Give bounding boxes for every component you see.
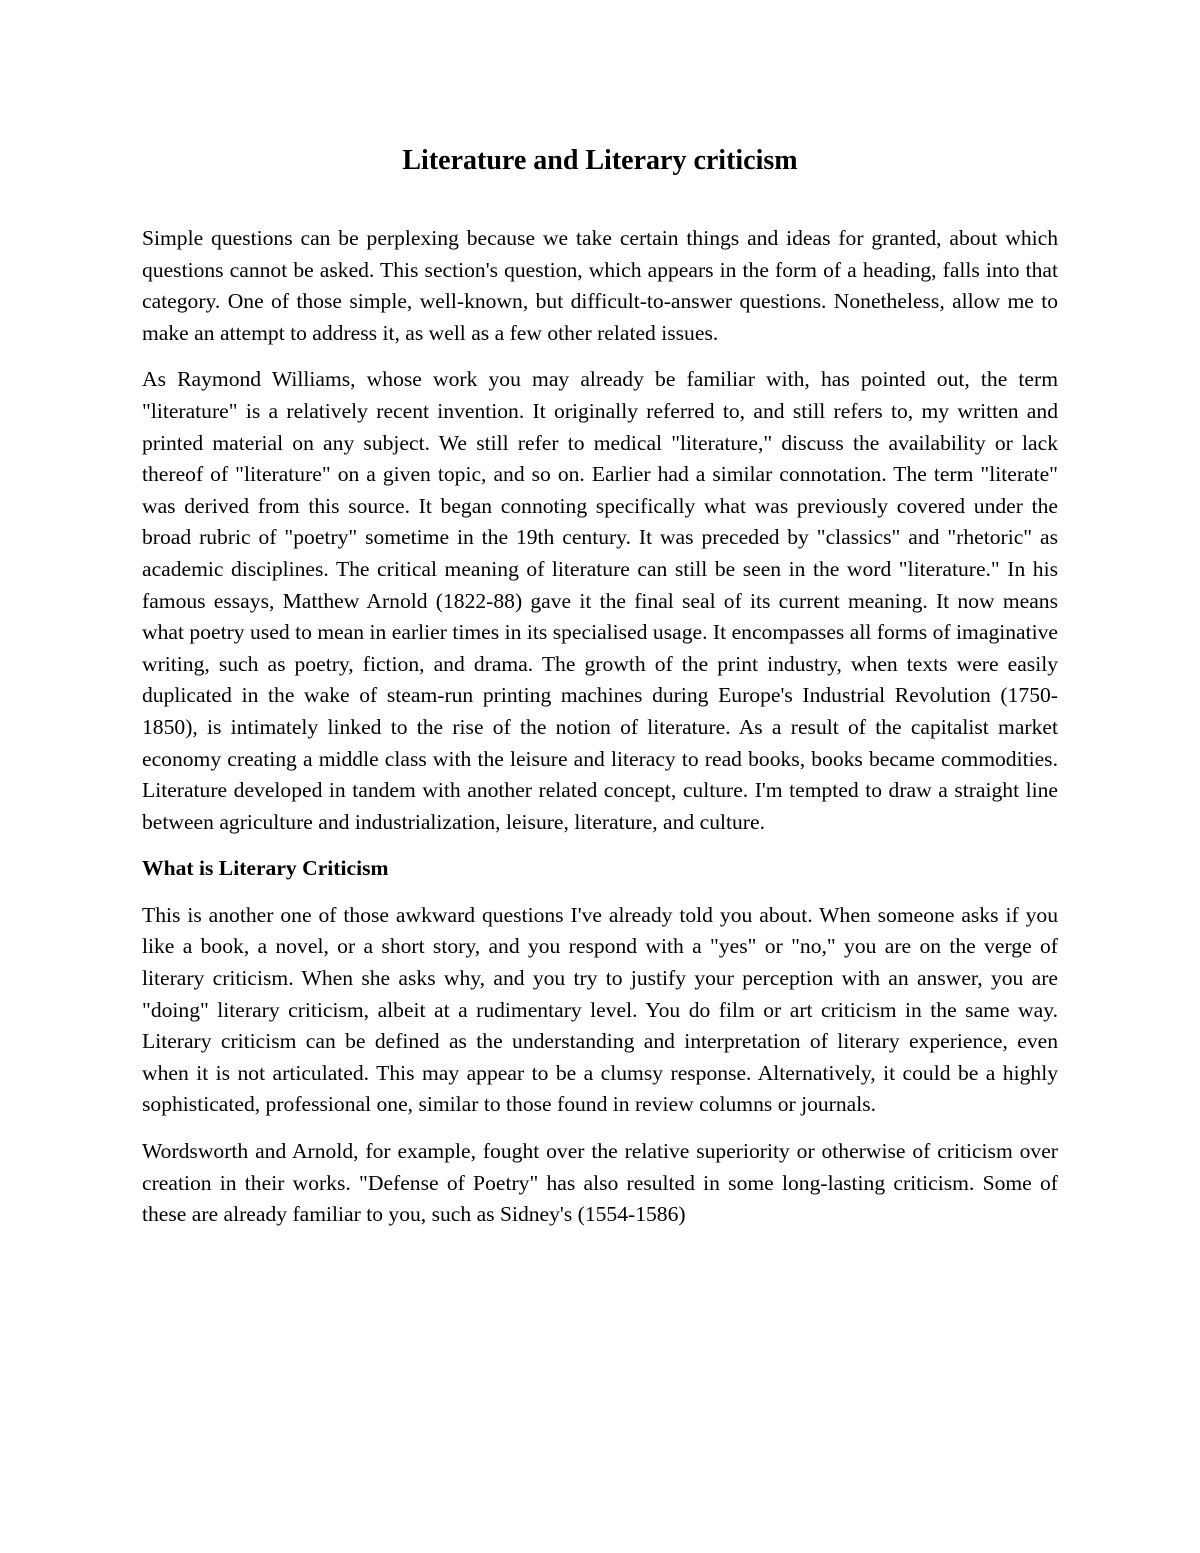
paragraph-intro: Simple questions can be perplexing because we take certain things and ideas for granted, about which questions cannot be asked. This section's question, which appears in the form of a heading, falls into that category. One of those simple, well-known, but difficult-to-answer questions. Nonetheless, allow me to make an attempt to address it, as well as a few other related issues.	[142, 226, 1058, 345]
paragraph-williams: As Raymond Williams, whose work you may already be familiar with, has pointed out, the term "literature" is a relatively recent invention. It originally referred to, and still refers to, my written and printed material on any subject. We still refer to medical "literature," discuss the availability or lack thereof of "literature" on a given topic, and so on. Earlier had a similar connotation. The term "literate" was derived from this source. It began connoting specifically what was previously covered under the broad rubric of "poetry" sometime in the 19th century. It was preceded by "classics" and "rhetoric" as academic disciplines. The critical meaning of literature can still be seen in the word "literature." In his famous essays, Matthew Arnold (1822-88) gave it the final seal of its current meaning. It now means what poetry used to mean in earlier times in its specialised usage. It encompasses all forms of imaginative writing, such as poetry, fiction, and drama. The growth of the print industry, when texts were easily duplicated in the wake of steam-run printing machines during Europe's Industrial Revolution (1750-1850), is intimately linked to the rise of the notion of literature. As a result of the capitalist market economy creating a middle class with the leisure and literacy to read books, books became commodities. Literature developed in tandem with another related concept, culture. I'm tempted to draw a straight line between agriculture and industrialization, leisure, literature, and culture.	[142, 367, 1058, 834]
document-body	[142, 223, 1058, 1246]
section-heading: What is Literary Criticism	[142, 856, 389, 881]
paragraph-criticism: This is another one of those awkward questions I've already told you about. When someone asks if you like a book, a novel, or a short story, and you respond with a "yes" or "no," you are on the verge of literary criticism. When she asks why, and you try to justify your perception with an answer, you are "doing" literary criticism, albeit at a rudimentary level. You do film or art criticism in the same way. Literary criticism can be defined as the understanding and interpretation of literary experience, even when it is not articulated. This may appear to be a clumsy response. Alternatively, it could be a highly sophisticated, professional one, similar to those found in review columns or journals.	[142, 902, 1058, 1117]
paragraph-wordsworth: Wordsworth and Arnold, for example, fought over the relative superiority or otherwise of criticism over creation in their works. "Defense of Poetry" has also resulted in some long-lasting criticism. Some of these are already familiar to you, such as Sidney's (1554-1586)	[142, 1139, 1058, 1227]
document-title: Literature and Literary criticism	[402, 145, 798, 176]
